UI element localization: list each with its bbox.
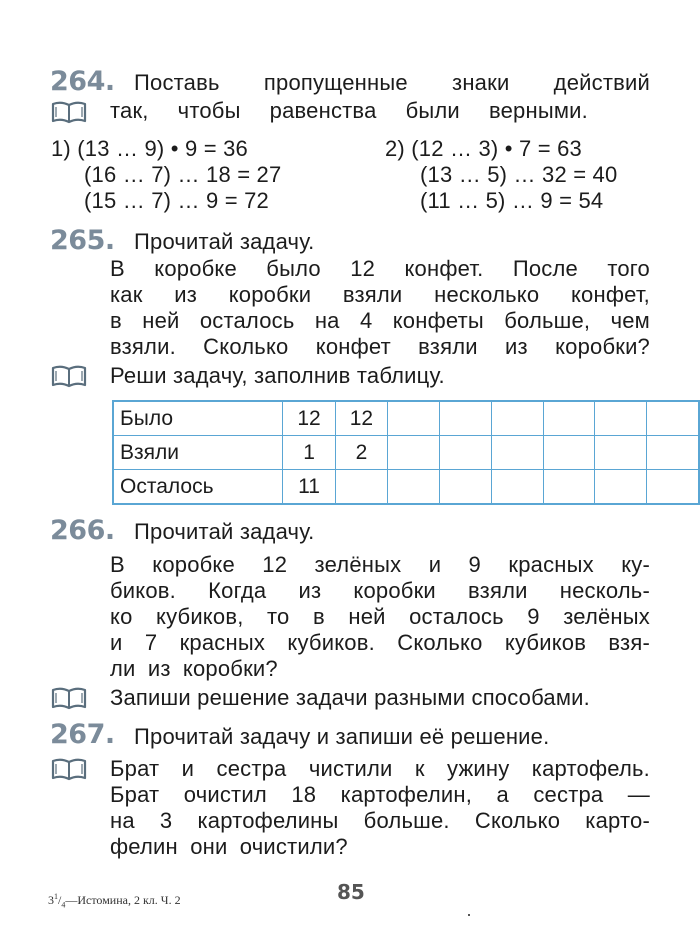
exercise-265-instruction: Реши задачу, заполнив таблицу. (110, 363, 445, 388)
word: равенства (269, 98, 377, 123)
imprint-sub: 4 (61, 900, 66, 910)
equation-2a: 2) (12 … 3) • 7 = 63 (385, 136, 582, 161)
table-cell (595, 436, 647, 470)
open-book-icon (51, 757, 87, 781)
exercise-266-line-3: ко кубиков, то в ней осталось 9 зелёных (110, 604, 650, 629)
exercise-266-instruction: Запиши решение задачи разными способами. (110, 685, 590, 710)
table-cell: 11 (283, 470, 335, 505)
print-mark (468, 914, 470, 916)
exercise-266-title: Прочитай задачу. (134, 519, 315, 544)
table-row (113, 470, 699, 505)
equation-1b: (16 … 7) … 18 = 27 (84, 162, 282, 187)
table-cell: 2 (335, 436, 387, 470)
exercise-266-line-2: биков. Когда из коробки взяли несколь- (110, 578, 650, 603)
exercise-264-task-line-1 (134, 70, 650, 96)
exercise-265-number: 265. (50, 225, 115, 256)
open-book-icon (51, 686, 87, 710)
exercise-265-line-2: как из коробки взяли несколько конфет, (110, 282, 650, 307)
imprint-sup: 1 (54, 892, 58, 901)
table-cell (647, 401, 699, 436)
table-cell: 12 (335, 401, 387, 436)
table-cell (491, 401, 543, 436)
equation-2c: (11 … 5) … 9 = 54 (420, 188, 604, 213)
exercise-266-line-1: В коробке 12 зелёных и 9 красных ку- (110, 552, 650, 577)
page-number: 85 (337, 880, 365, 904)
table-cell (543, 401, 595, 436)
exercise-264-number: 264. (50, 66, 115, 97)
exercise-267-line-3: на 3 картофелины больше. Сколько карто- (110, 808, 650, 833)
word: так, (110, 98, 149, 123)
word: Поставь (134, 70, 220, 95)
table-cell (388, 470, 440, 505)
exercise-267-title: Прочитай задачу и запиши её решение. (134, 724, 550, 749)
open-book-icon (51, 364, 87, 388)
row-label: Осталось (113, 470, 283, 505)
word: были (405, 98, 460, 123)
table-cell (491, 436, 543, 470)
table-cell (595, 401, 647, 436)
table-cell (543, 470, 595, 505)
equation-2b: (13 … 5) … 32 = 40 (420, 162, 618, 187)
exercise-267-line-1: Брат и сестра чистили к ужину картофель. (110, 756, 650, 781)
exercise-265-line-3: в ней осталось на 4 конфеты больше, чем (110, 308, 650, 333)
word: чтобы (177, 98, 241, 123)
row-label: Взяли (113, 436, 283, 470)
exercise-267-number: 267. (50, 719, 115, 750)
table-cell (388, 401, 440, 436)
open-book-icon (51, 100, 87, 124)
table-cell: 1 (283, 436, 335, 470)
exercise-265-title: Прочитай задачу. (134, 229, 315, 254)
row-label: Было (113, 401, 283, 436)
imprint-text: —Истомина, 2 кл. Ч. 2 (65, 893, 181, 907)
equation-1a: 1) (13 … 9) • 9 = 36 (51, 136, 248, 161)
exercise-266-number: 266. (50, 515, 115, 546)
imprint: $3^1/_4—Истомина$, 2 кл. Ч. 2 (48, 892, 181, 910)
table-cell (439, 436, 491, 470)
table-cell: 12 (283, 401, 335, 436)
table-cell (647, 470, 699, 505)
exercise-264-task-line-2 (110, 98, 588, 124)
table-cell (439, 470, 491, 505)
word: пропущенные (263, 70, 408, 95)
exercise-265-line-4: взяли. Сколько конфет взяли из коробки? (110, 334, 650, 359)
word: действий (553, 70, 650, 95)
imprint-prefix: 3 (48, 893, 54, 907)
word: верными. (488, 98, 588, 123)
word: знаки (452, 70, 510, 95)
equation-1c: (15 … 7) … 9 = 72 (84, 188, 269, 213)
exercise-265-line-1: В коробке было 12 конфет. После того (110, 256, 650, 281)
table-cell (335, 470, 387, 505)
table-cell (543, 436, 595, 470)
table-cell (647, 436, 699, 470)
exercise-266-line-4: и 7 красных кубиков. Сколько кубиков взя- (110, 630, 650, 655)
table-cell (439, 401, 491, 436)
exercise-267-line-2: Брат очистил 18 картофелин, а сестра — (110, 782, 650, 807)
exercise-266-line-5: ли из коробки? (110, 656, 278, 681)
answer-table (112, 400, 700, 505)
table-cell (595, 470, 647, 505)
table-cell (491, 470, 543, 505)
table-row (113, 436, 699, 470)
exercise-267-line-4: фелин они очистили? (110, 834, 348, 859)
table-cell (388, 436, 440, 470)
table-row (113, 401, 699, 436)
